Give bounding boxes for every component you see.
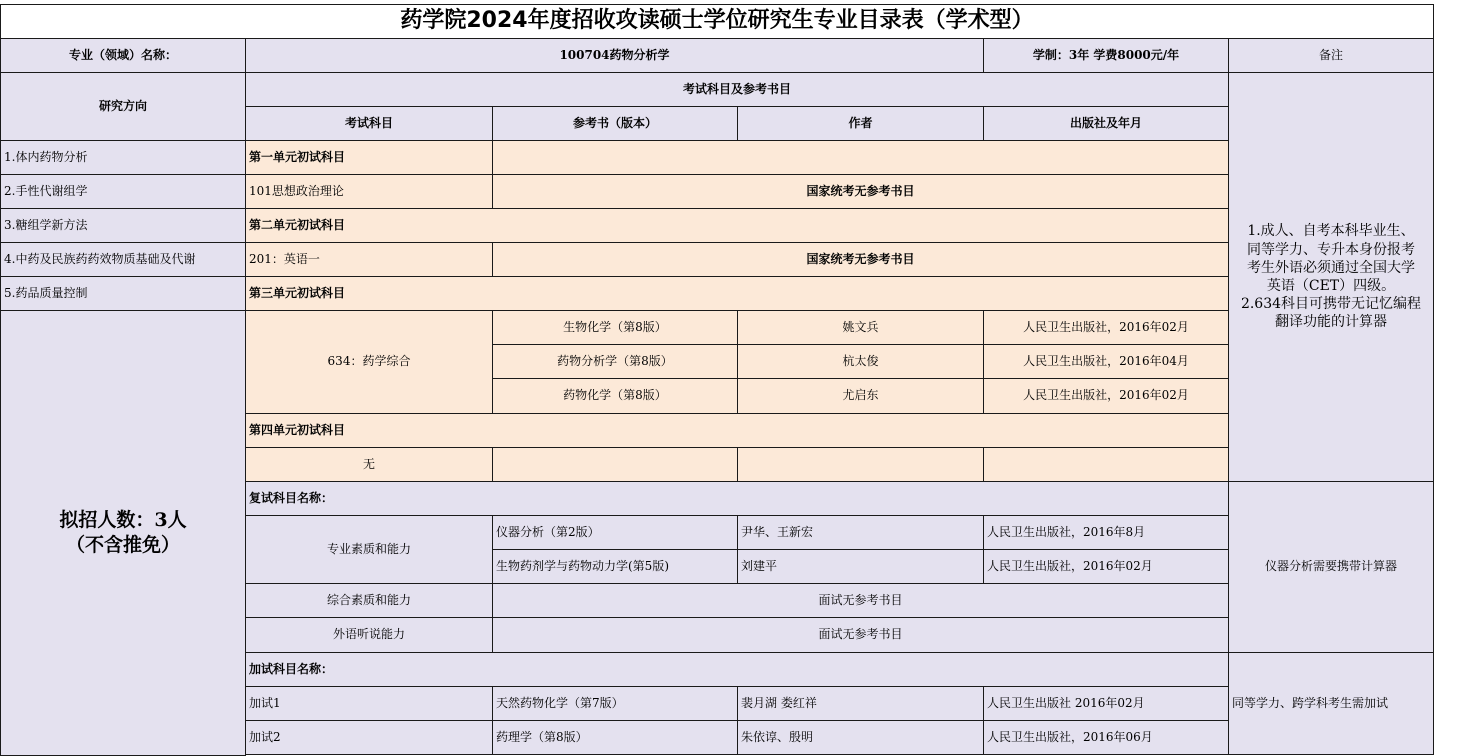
reference-book-header: 参考书（版本） [492,106,738,141]
publisher-header: 出版社及年月 [983,106,1229,141]
unit3-author: 杭太俊 [737,344,984,379]
unit4-book-blank [492,447,738,482]
unit4-subject: 无 [245,447,493,482]
exam-books-header: 考试科目及参考书目 [245,72,1229,107]
unit3-book: 药物化学（第8版） [492,378,738,414]
additional-publisher: 人民卫生出版社 2016年02月 [983,686,1229,721]
unit3-author: 姚文兵 [737,310,984,345]
additional-remark: 同等学力、跨学科考生需加试 [1228,652,1434,755]
additional-book: 药理学（第8版） [492,720,738,755]
page-title: 药学院2024年度招收攻读硕士学位研究生专业目录表（学术型） [0,4,1434,39]
major-value: 100704药物分析学 [245,38,984,73]
retest-publisher: 人民卫生出版社，2016年02月 [983,549,1229,584]
retest-subject: 综合素质和能力 [245,583,493,618]
retest-remark: 仪器分析需要携带计算器 [1228,481,1434,653]
major-label: 专业（领域）名称： [0,38,246,73]
unit4-label: 第四单元初试科目 [245,413,1229,448]
additional-book: 天然药物化学（第7版） [492,686,738,721]
unit3-book: 生物化学（第8版） [492,310,738,345]
unit1-blank [492,140,1229,175]
retest-publisher: 人民卫生出版社，2016年8月 [983,515,1229,550]
retest-label: 复试科目名称： [245,481,1229,516]
retest-books-none: 面试无参考书目 [492,617,1229,653]
unit2-label: 第二单元初试科目 [245,208,1229,243]
additional-label: 加试科目名称： [245,652,1229,687]
unit3-subject: 634：药学综合 [245,310,493,414]
unit1-label: 第一单元初试科目 [245,140,493,175]
direction-item: 5.药品质量控制 [0,276,246,311]
enrollment-count: 拟招人数：3人 （不含推免） [0,310,246,756]
unit3-book: 药物分析学（第8版） [492,344,738,379]
unit3-publisher: 人民卫生出版社，2016年02月 [983,378,1229,414]
direction-item: 3.糖组学新方法 [0,208,246,243]
retest-author: 尹华、王新宏 [737,515,984,550]
unit3-publisher: 人民卫生出版社，2016年02月 [983,310,1229,345]
retest-subject: 外语听说能力 [245,617,493,653]
preliminary-remarks: 1.成人、自考本科毕业生、 同等学力、专升本身份报考 考生外语必须通过全国大学 英语（CET）四级。 2.634科目可携带无记忆编程 翻译功能的计算器 [1228,72,1434,482]
unit3-publisher: 人民卫生出版社，2016年04月 [983,344,1229,379]
unit4-publisher-blank [983,447,1229,482]
retest-author: 刘建平 [737,549,984,584]
research-direction-header: 研究方向 [0,72,246,141]
additional-publisher: 人民卫生出版社，2016年06月 [983,720,1229,755]
unit3-label: 第三单元初试科目 [245,276,1229,311]
additional-name: 加试1 [245,686,493,721]
duration-fee: 学制：3年 学费8000元/年 [983,38,1229,73]
author-header: 作者 [737,106,984,141]
unit2-books: 国家统考无参考书目 [492,242,1229,277]
unit4-author-blank [737,447,984,482]
exam-subject-header: 考试科目 [245,106,493,141]
additional-author: 朱依谆、殷明 [737,720,984,755]
remarks-label: 备注 [1228,38,1434,73]
direction-item: 4.中药及民族药药效物质基础及代谢 [0,242,246,277]
retest-books-none: 面试无参考书目 [492,583,1229,618]
direction-item: 1.体内药物分析 [0,140,246,175]
additional-name: 加试2 [245,720,493,755]
retest-book: 生物药剂学与药物动力学(第5版) [492,549,738,584]
unit3-author: 尤启东 [737,378,984,414]
direction-item: 2.手性代谢组学 [0,174,246,209]
unit1-subject: 101思想政治理论 [245,174,493,209]
retest-book: 仪器分析（第2版） [492,515,738,550]
unit2-subject: 201：英语一 [245,242,493,277]
retest-subject: 专业素质和能力 [245,515,493,584]
unit1-books: 国家统考无参考书目 [492,174,1229,209]
additional-author: 裴月湖 娄红祥 [737,686,984,721]
